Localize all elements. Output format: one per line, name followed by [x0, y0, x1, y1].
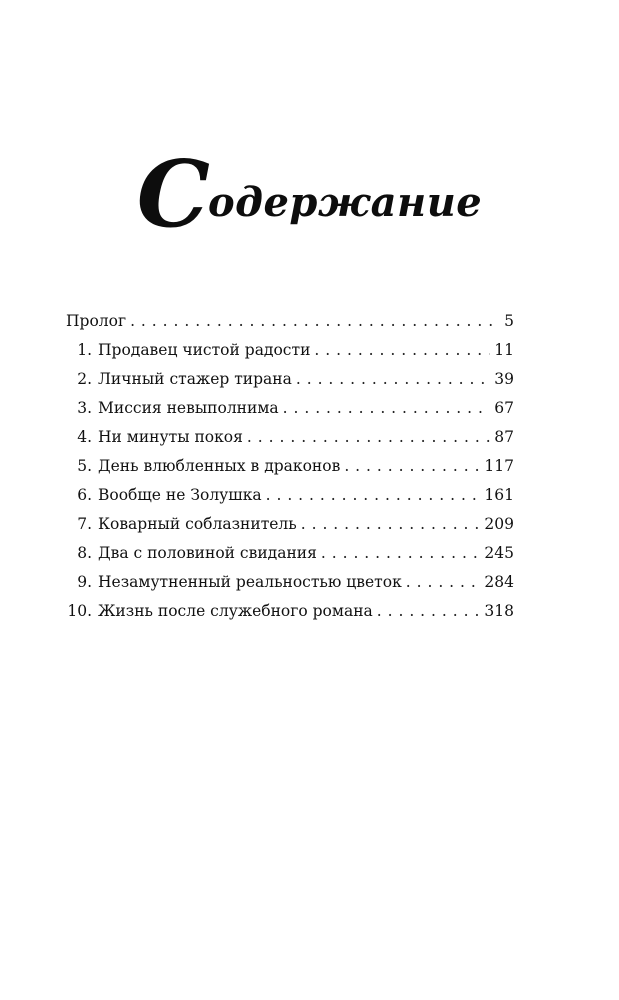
toc-entry-number: 8.	[77, 544, 92, 562]
toc-leader-dots	[247, 428, 490, 446]
toc-entry-label: Личный стажер тирана	[98, 370, 292, 388]
page-title-rest: одержание	[207, 179, 483, 226]
toc-entry-page: 245	[484, 544, 514, 562]
toc-leader-dots	[377, 602, 481, 620]
toc-entry-number: 5.	[77, 457, 92, 475]
toc-entry-prologue	[66, 312, 514, 341]
table-of-contents	[66, 312, 514, 631]
toc-entry-page: 284	[484, 573, 514, 591]
toc-entry-label: День влюбленных в драконов	[98, 457, 341, 475]
toc-entry-label: Незамутненный реальностью цветок	[98, 573, 402, 591]
toc-entry-6	[66, 486, 514, 515]
page-title	[0, 140, 619, 248]
toc-entry-number: 1.	[77, 341, 92, 359]
toc-entry-7	[66, 515, 514, 544]
toc-leader-dots	[283, 399, 491, 417]
toc-entry-number: 2.	[77, 370, 92, 388]
toc-entry-number: 7.	[77, 515, 92, 533]
toc-entry-page: 11	[494, 341, 514, 359]
toc-entry-1	[66, 341, 514, 370]
toc-entry-10	[66, 602, 514, 631]
toc-entry-label: Миссия невыполнима	[98, 399, 279, 417]
toc-entry-3	[66, 399, 514, 428]
toc-leader-dots	[266, 486, 481, 504]
toc-entry-8	[66, 544, 514, 573]
toc-entry-9	[66, 573, 514, 602]
toc-entry-number: 3.	[77, 399, 92, 417]
page-title-initial: С	[136, 140, 210, 248]
toc-entry-page: 67	[494, 399, 514, 417]
toc-entry-label: Продавец чистой радости	[98, 341, 311, 359]
toc-leader-dots	[321, 544, 481, 562]
toc-leader-dots	[301, 515, 481, 533]
toc-entry-label: Коварный соблазнитель	[98, 515, 297, 533]
toc-entry-page: 39	[494, 370, 514, 388]
toc-entry-page: 117	[484, 457, 514, 475]
toc-leader-dots	[296, 370, 490, 388]
toc-entry-number: 4.	[77, 428, 92, 446]
toc-entry-page: 87	[494, 428, 514, 446]
toc-entry-page: 318	[484, 602, 514, 620]
toc-entry-label: Пролог	[66, 312, 127, 330]
toc-entry-label: Вообще не Золушка	[98, 486, 262, 504]
toc-entry-5	[66, 457, 514, 486]
toc-entry-2	[66, 370, 514, 399]
toc-entry-number: 10.	[67, 602, 92, 620]
toc-entry-number: 6.	[77, 486, 92, 504]
toc-entry-label: Ни минуты покоя	[98, 428, 243, 446]
toc-entry-number: 9.	[77, 573, 92, 591]
toc-leader-dots	[314, 341, 490, 359]
toc-entry-page: 161	[484, 486, 514, 504]
toc-leader-dots	[344, 457, 480, 475]
toc-leader-dots	[406, 573, 481, 591]
toc-leader-dots	[130, 312, 500, 330]
toc-entry-4	[66, 428, 514, 457]
toc-entry-label: Жизнь после служебного романа	[98, 602, 373, 620]
toc-entry-page: 5	[504, 312, 514, 330]
toc-entry-label: Два с половиной свидания	[98, 544, 317, 562]
toc-entry-page: 209	[484, 515, 514, 533]
